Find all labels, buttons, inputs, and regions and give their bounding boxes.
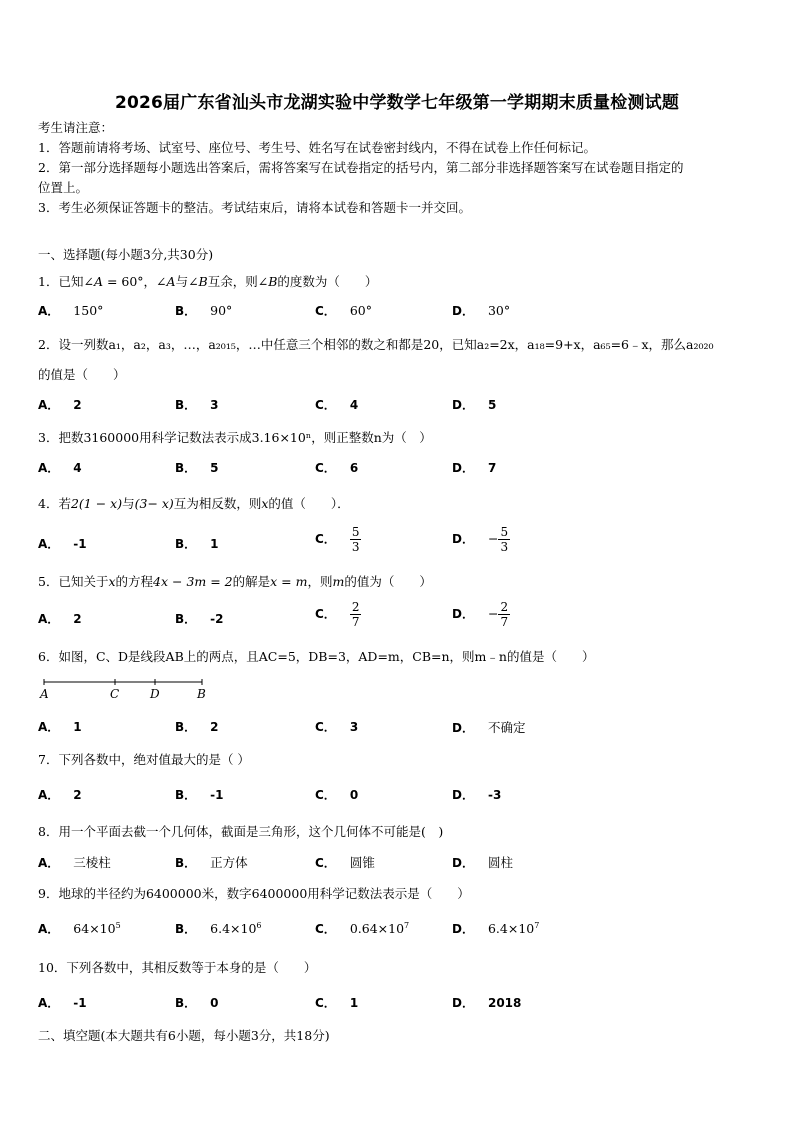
page-title: 2026届广东省汕头市龙湖实验中学数学七年级第一学期期末质量检测试题	[114, 93, 680, 113]
q10-options	[38, 994, 768, 1018]
point-label-b: B	[197, 687, 206, 701]
option-d[interactable]: D． 5	[452, 398, 497, 412]
option-a[interactable]: A． 150°	[38, 303, 104, 318]
segment-figure	[38, 677, 218, 701]
option-c[interactable]: C． 1	[315, 996, 359, 1010]
q1-options	[38, 302, 768, 326]
question-2-cont: 的值是（ ）	[38, 367, 126, 382]
fraction: $\frac{2}{7}$	[351, 600, 360, 629]
option-d[interactable]: D． − $\frac{2}{7}$	[452, 600, 509, 629]
option-b[interactable]: B． 5	[175, 461, 219, 475]
option-c[interactable]: C． 60°	[315, 303, 372, 318]
notice-block	[38, 118, 768, 218]
option-b[interactable]: B． $6.4\times 10^6$	[175, 920, 262, 936]
option-c[interactable]: C． $0.64\times 10^7$	[315, 920, 410, 936]
question-3: 3．把数3160000用科学记数法表示成3.16×10ⁿ，则正整数n为（ ）	[38, 430, 432, 445]
option-a[interactable]: A． 2	[38, 398, 82, 412]
option-c[interactable]: C． 4	[315, 398, 359, 412]
fraction: $\frac{2}{7}$	[500, 600, 509, 629]
question-10: 10．下列各数中，其相反数等于本身的是（ ）	[38, 960, 317, 975]
notice-heading: 考生请注意：	[38, 120, 114, 135]
option-b[interactable]: B． 0	[175, 996, 219, 1010]
option-c[interactable]: C． 6	[315, 461, 359, 475]
option-d[interactable]: D． 30°	[452, 303, 511, 318]
q3-options	[38, 459, 768, 483]
notice-item: 位置上。	[38, 180, 89, 195]
fraction: $\frac{5}{3}$	[500, 525, 509, 554]
option-c[interactable]: C． 3	[315, 720, 359, 734]
option-b[interactable]: B． 1	[175, 537, 219, 551]
q4-expression: (3− x)	[134, 496, 174, 511]
q1-text: = 60°，∠	[102, 274, 167, 289]
q1-text: 互余，则∠	[207, 274, 269, 289]
question-7: 7．下列各数中，绝对值最大的是（ ）	[38, 752, 250, 767]
section-heading-choice: 一、选择题(每小题3分,共30分)	[38, 247, 214, 262]
segment-diagram	[38, 677, 218, 701]
option-a[interactable]: A． -1	[38, 996, 87, 1010]
option-d[interactable]: D． 7	[452, 461, 497, 475]
question-5: 5．已知关于x的方程4x − 3m = 2的解是x = m，则m的值为（ ）	[38, 574, 432, 589]
question-2: 2．设一列数a₁，a₂，a₃，…，a₂₀₁₅，…中任意三个相邻的数之和都是20，已知a₂=2x，a₁₈=9+x，a₆₅=6﹣x，那么a₂₀₂₀	[38, 337, 714, 352]
q1-text: 与∠	[175, 274, 199, 289]
q1-var: B	[198, 274, 208, 289]
option-c[interactable]: C． $\frac{5}{3}$	[315, 525, 360, 554]
q1-var: A	[93, 274, 103, 289]
q5-equation: 4x − 3m = 2	[153, 574, 233, 589]
option-b[interactable]: B． 90°	[175, 303, 233, 318]
option-a[interactable]: A． 三棱柱	[38, 855, 111, 870]
option-d[interactable]: D． 不确定	[452, 720, 526, 735]
question-1	[38, 272, 768, 290]
fraction: $\frac{5}{3}$	[351, 525, 360, 554]
q9-options	[38, 920, 768, 944]
question-8: 8．用一个平面去截一个几何体，截面是三角形，这个几何体不可能是( )	[38, 824, 444, 839]
option-a[interactable]: A． -1	[38, 537, 87, 551]
q4-options	[38, 525, 768, 565]
option-d[interactable]: D． $6.4\times 10^7$	[452, 920, 540, 936]
q1-var: B	[268, 274, 278, 289]
option-b[interactable]: B． 正方体	[175, 855, 248, 870]
option-c[interactable]: C． 0	[315, 788, 359, 802]
q2-options	[38, 396, 768, 420]
notice-item: 1．答题前请将考场、试室号、座位号、考生号、姓名写在试卷密封线内，不得在试卷上作任何标记。	[38, 140, 596, 155]
option-a[interactable]: A． $64\times 10^5$	[38, 920, 121, 936]
option-a[interactable]: A． 4	[38, 461, 82, 475]
option-b[interactable]: B． 2	[175, 720, 219, 734]
question-4: 4．若2(1 − x)与(3− x)互为相反数，则x的值（ ）．	[38, 496, 350, 511]
notice-item: 3．考生必须保证答题卡的整洁。考试结束后，请将本试卷和答题卡一并交回。	[38, 200, 471, 215]
q7-options	[38, 786, 768, 810]
point-label-c: C	[110, 687, 120, 701]
q1-var: A	[166, 274, 176, 289]
option-a[interactable]: A． 2	[38, 612, 82, 626]
q4-expression: 2(1 − x)	[70, 496, 123, 511]
q6-options	[38, 718, 768, 742]
option-d[interactable]: D． 圆柱	[452, 855, 513, 870]
option-b[interactable]: B． 3	[175, 398, 219, 412]
point-label-a: A	[40, 687, 49, 701]
q1-text: 的度数为（ ）	[277, 274, 378, 289]
option-a[interactable]: A． 2	[38, 788, 82, 802]
q5-options	[38, 600, 768, 640]
option-b[interactable]: B． -2	[175, 612, 224, 626]
question-9: 9．地球的半径约为6400000米，数字6400000用科学记数法表示是（ ）	[38, 886, 470, 901]
option-c[interactable]: C． 圆锥	[315, 855, 375, 870]
option-c[interactable]: C． $\frac{2}{7}$	[315, 600, 360, 629]
q1-text: 1．已知∠	[38, 274, 94, 289]
q8-options	[38, 853, 768, 877]
option-d[interactable]: D． 2018	[452, 996, 522, 1010]
notice-item: 2．第一部分选择题每小题选出答案后，需将答案写在试卷指定的括号内，第二部分非选择题答案写在试卷题目指定的	[38, 160, 684, 175]
question-6: 6．如图，C、D是线段AB上的两点，且AC=5，DB=3，AD=m，CB=n，则m﹣n的值是（ ）	[38, 649, 595, 664]
option-a[interactable]: A． 1	[38, 720, 82, 734]
option-d[interactable]: D． − $\frac{5}{3}$	[452, 525, 509, 554]
option-b[interactable]: B． -1	[175, 788, 224, 802]
section-heading-fill: 二、填空题(本大题共有6小题，每小题3分，共18分)	[38, 1028, 330, 1043]
point-label-d: D	[150, 687, 160, 701]
option-d[interactable]: D． -3	[452, 788, 502, 802]
